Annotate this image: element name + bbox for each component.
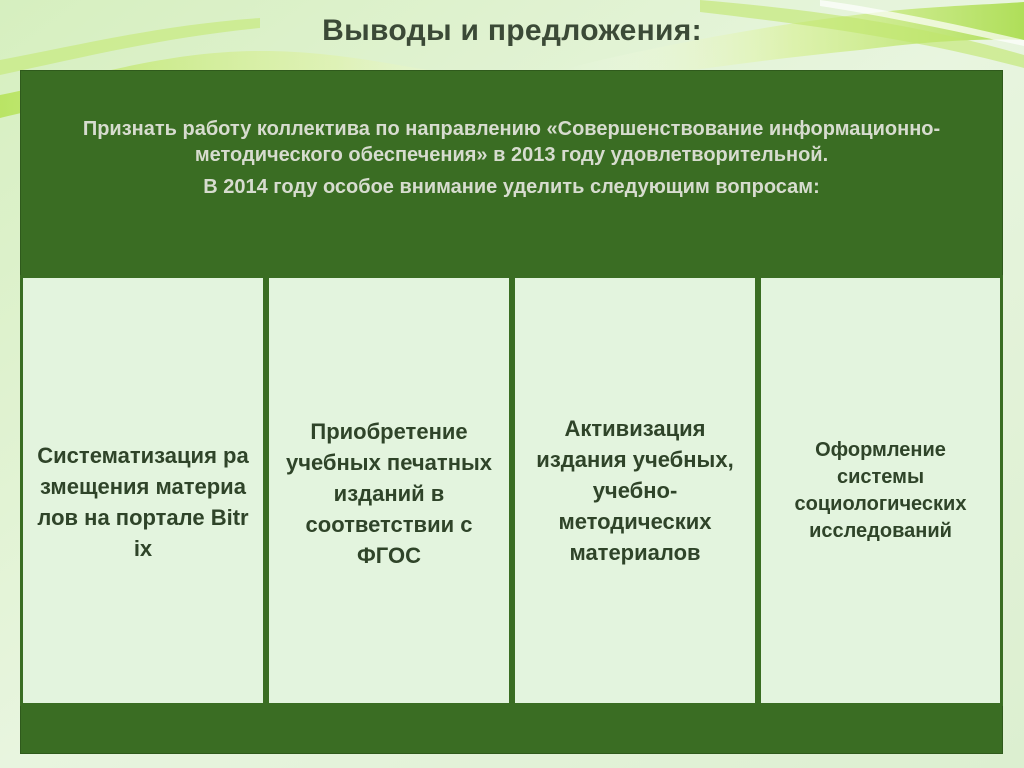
- header-paragraph-recognize: Признать работу коллектива по направлению «Совершенствование информационно-методического обеспечения» в 2013 году удовлетворительной.: [82, 118, 941, 166]
- header-paragraph-focus: В 2014 году особое внимание уделить следующим вопросам:: [203, 176, 820, 198]
- focus-area-cell: [512, 275, 758, 706]
- focus-area-text: Приобретение учебных печатных изданий в соответствии с ФГОС: [285, 419, 493, 568]
- focus-area-text: Активизация издания учебных, учебно-методических материалов: [536, 416, 734, 565]
- panel-header: [20, 116, 1003, 200]
- focus-area-cell: [758, 275, 1003, 706]
- focus-area-text: Систематизация размещения материалов на портале Bitrix: [37, 442, 249, 561]
- focus-area-cell: [266, 275, 512, 706]
- focus-area-cell: [20, 275, 266, 706]
- slide-title: Выводы и предложения:: [322, 14, 702, 47]
- focus-area-text: Оформление системы социологических исследований: [794, 438, 967, 542]
- focus-areas-row: [20, 275, 1003, 706]
